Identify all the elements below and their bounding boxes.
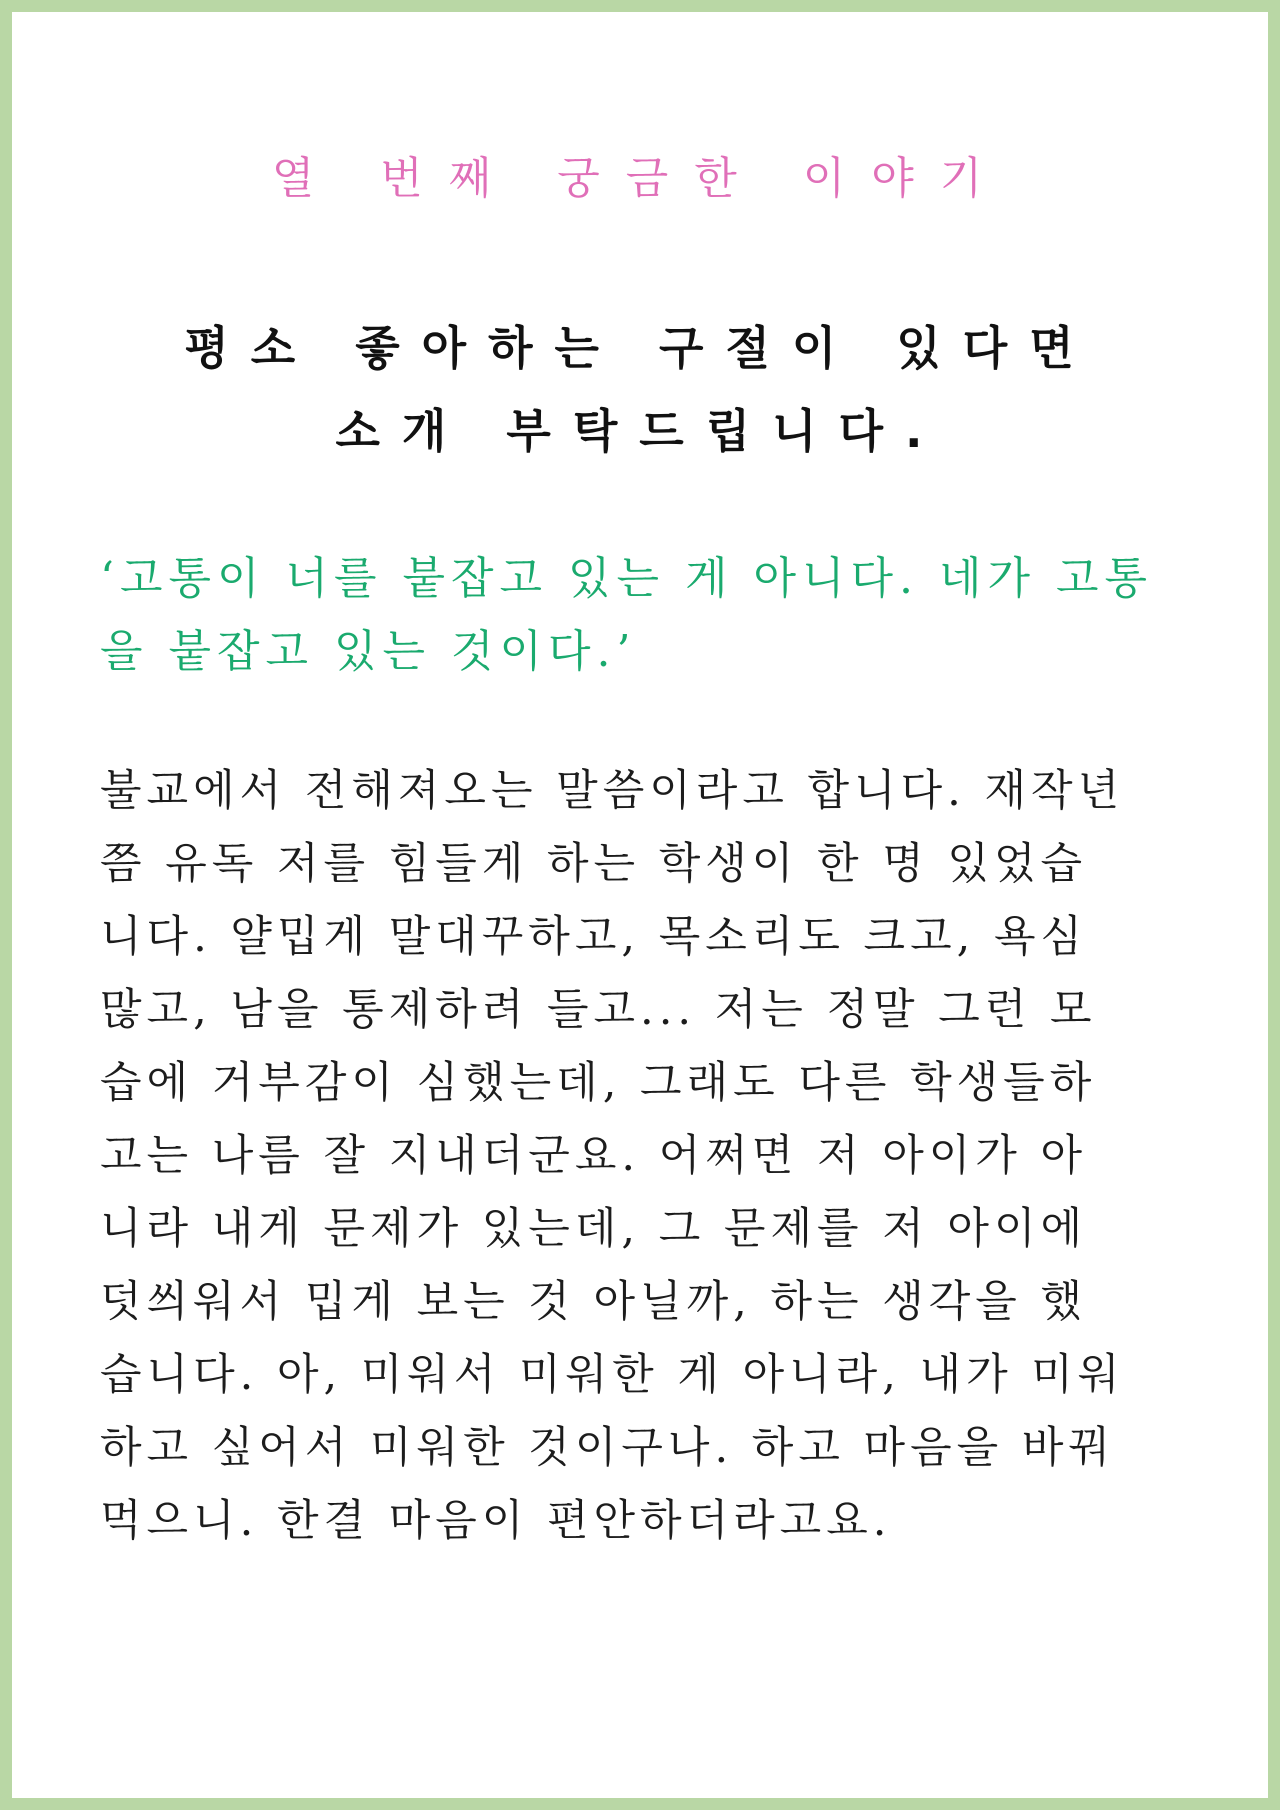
body-line: 먹으니. 한결 마음이 편안하더라고요. bbox=[100, 1496, 892, 1546]
body-paragraph bbox=[100, 755, 1210, 1558]
body-line: 덧씌워서 밉게 보는 것 아닐까, 하는 생각을 했 bbox=[100, 1277, 1088, 1327]
body-line: 불교에서 전해져오는 말씀이라고 합니다. 재작년 bbox=[100, 766, 1125, 816]
body-line: 니라 내게 문제가 있는데, 그 문제를 저 아이에 bbox=[100, 1204, 1088, 1254]
quote-line: 을 붙잡고 있는 것이다.’ bbox=[100, 626, 637, 677]
body-line: 많고, 남을 통제하려 들고... 저는 정말 그런 모 bbox=[100, 985, 1097, 1035]
quote-block bbox=[100, 542, 1210, 688]
quote-line: ‘고통이 너를 붙잡고 있는 게 아니다. 네가 고통 bbox=[100, 553, 1153, 604]
body-line: 습니다. 아, 미워서 미워한 게 아니라, 내가 미워 bbox=[100, 1350, 1125, 1400]
question-line-2: 소개 부탁드립니다. bbox=[335, 404, 945, 458]
body-line: 습에 거부감이 심했는데, 그래도 다른 학생들하 bbox=[100, 1058, 1097, 1108]
body-line: 쯤 유독 저를 힘들게 하는 학생이 한 명 있었습 bbox=[100, 839, 1088, 889]
story-label: 열 번째 궁금한 이야기 bbox=[271, 153, 1009, 204]
body-line: 니다. 얄밉게 말대꾸하고, 목소리도 크고, 욕심 bbox=[100, 912, 1088, 962]
body-line: 하고 싶어서 미워한 것이구나. 하고 마음을 바꿔 bbox=[100, 1423, 1115, 1473]
body-line: 고는 나름 잘 지내더군요. 어쩌면 저 아이가 아 bbox=[100, 1131, 1088, 1181]
question-line-1: 평소 좋아하는 구절이 있다면 bbox=[184, 321, 1096, 375]
